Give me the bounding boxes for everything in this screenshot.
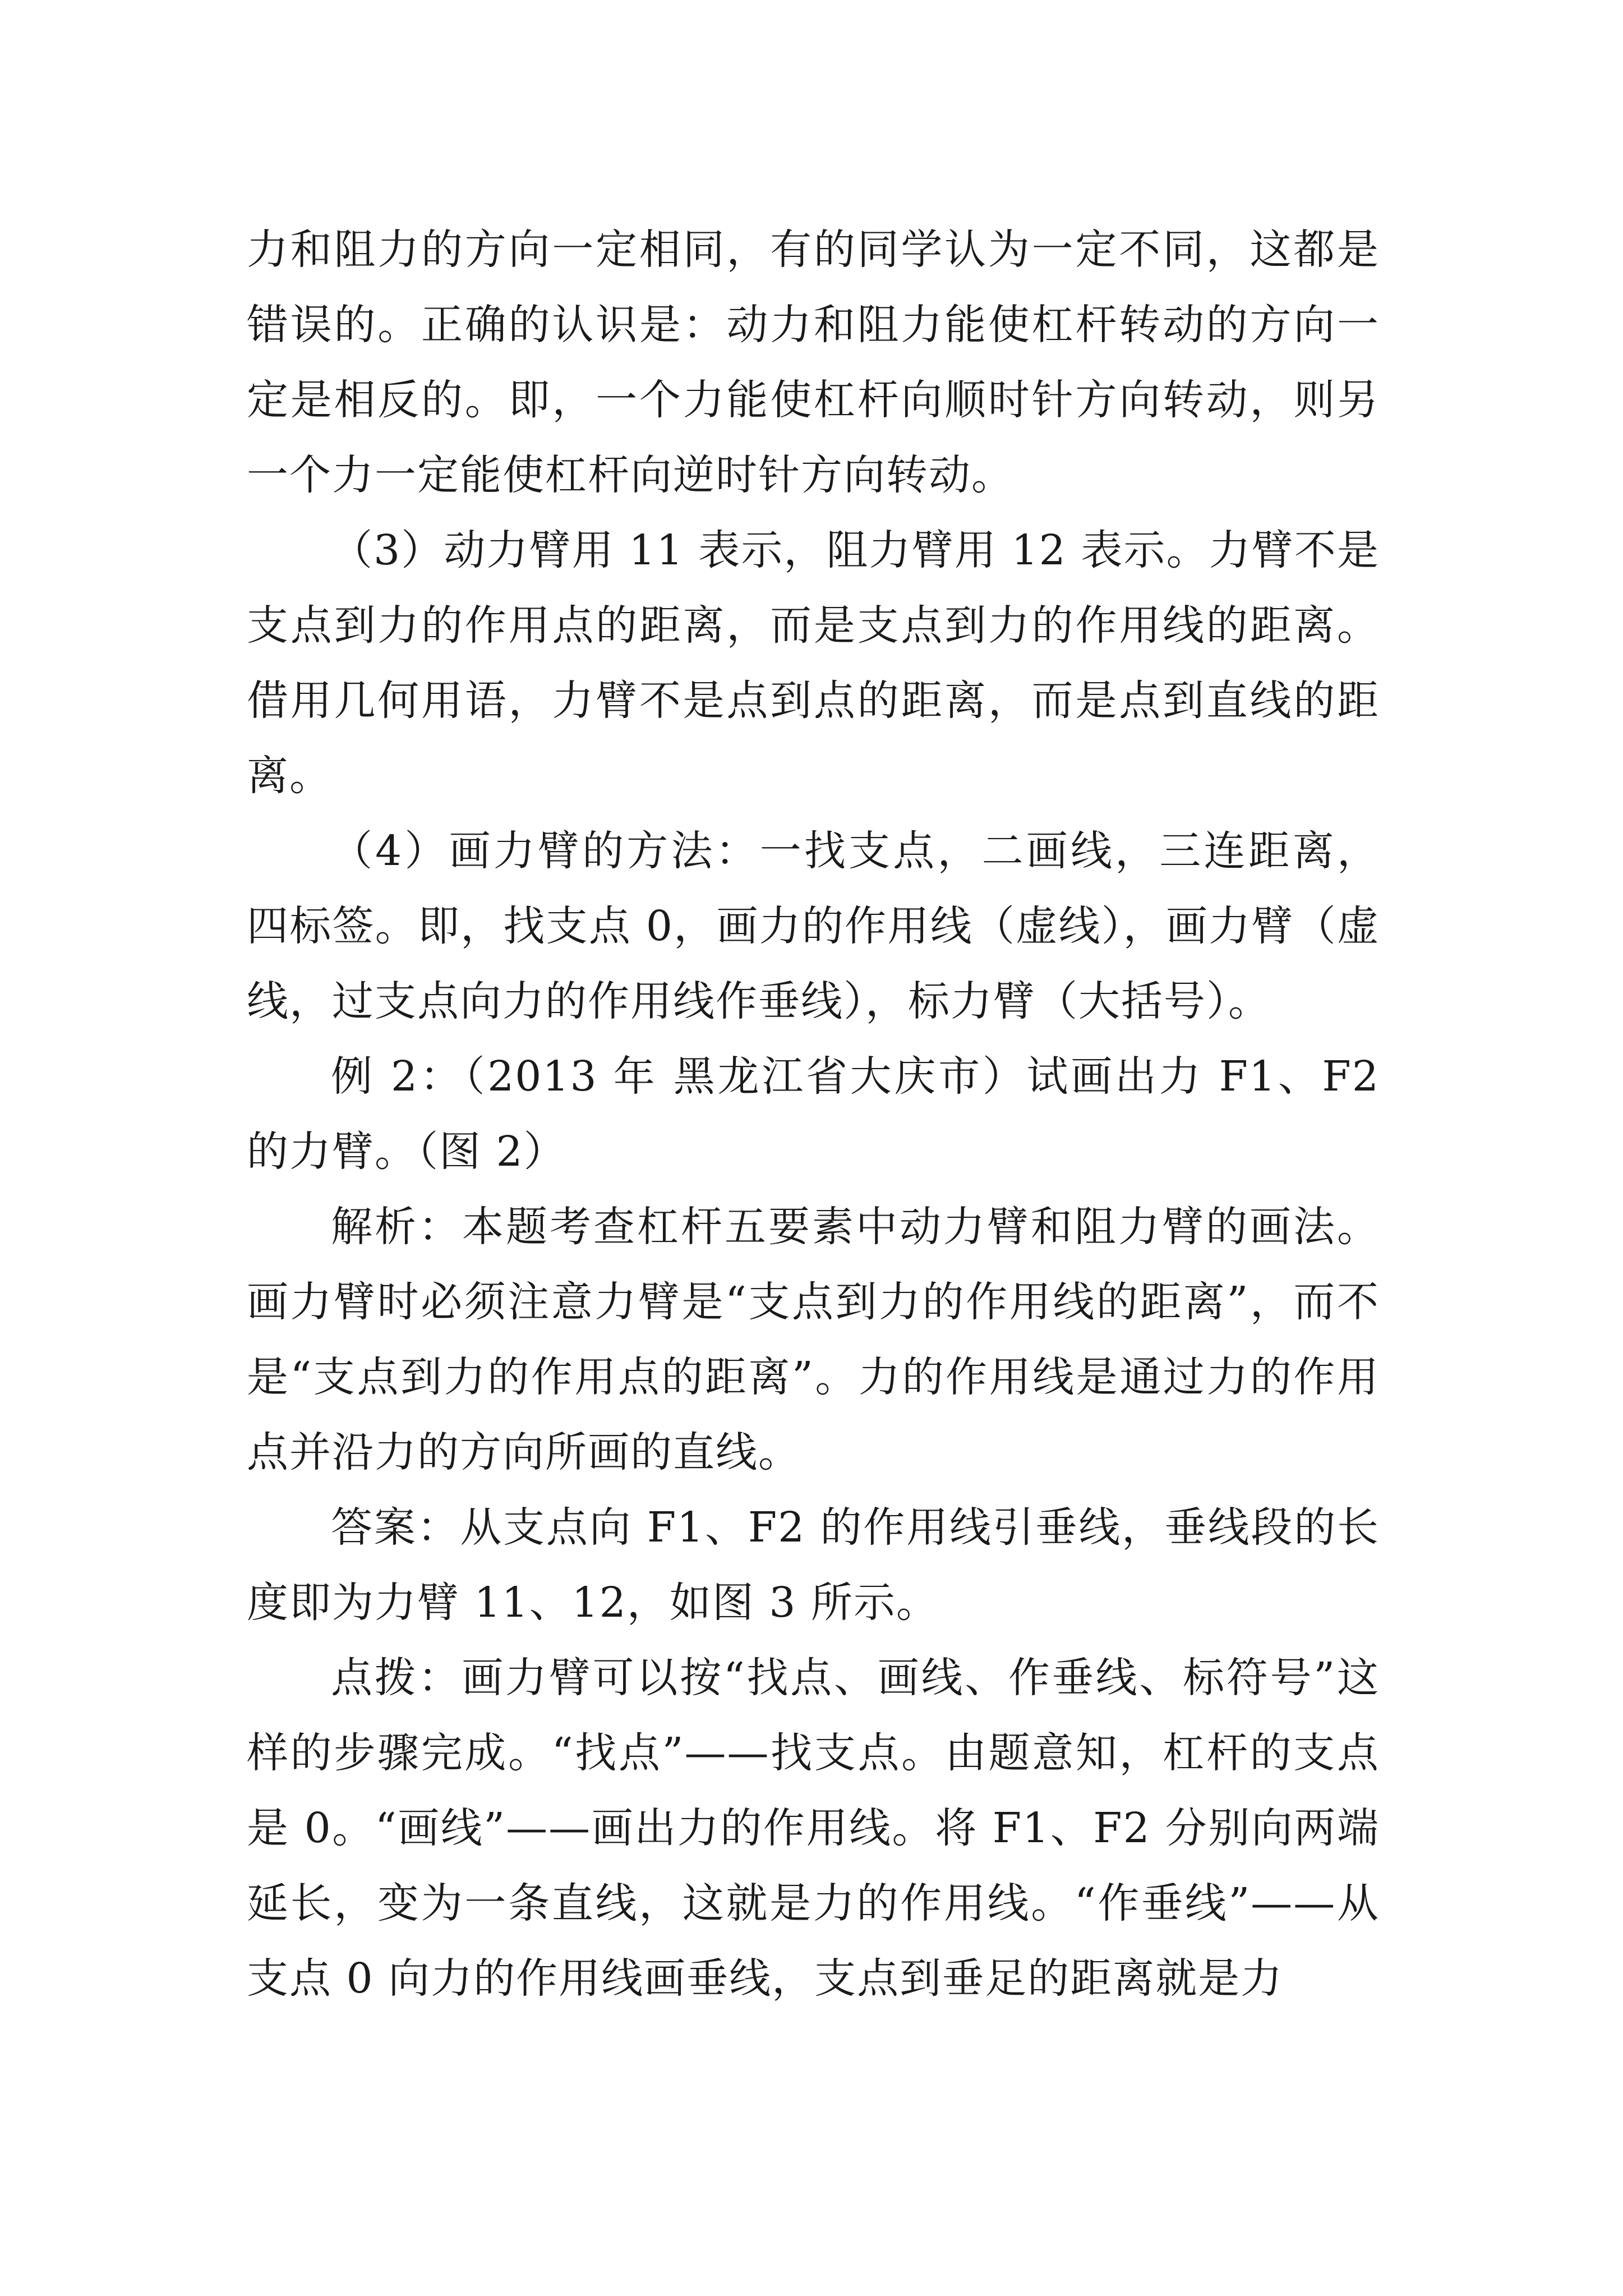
paragraph-answer: 答案：从支点向 F1、F2 的作用线引垂线，垂线段的长度即为力臂 11、12，如图 3 所示。 xyxy=(247,1503,1380,1627)
paragraph-example-2: 例 2：（2013 年 黑龙江省大庆市）试画出力 F1、F2 的力臂。（图 2） xyxy=(247,1052,1380,1176)
paragraph-lever-arm-definition: （3）动力臂用 11 表示，阻力臂用 12 表示。力臂不是支点到力的作用点的距离，而是支点到力的作用线的距离。借用几何用语，力臂不是点到点的距离，而是点到直线的距离。 xyxy=(247,526,1380,800)
paragraph-tips: 点拨：画力臂可以按“找点、画线、作垂线、标符号”这样的步骤完成。“找点”——找支点。由题意知，杠杆的支点是 0。“画线”——画出力的作用线。将 F1、F2 分别向两端延长，变为一条直线，这就是力的作用线。“作垂线”——从支点 0 向力的作用线画垂线，支点到垂足的距离就是力 xyxy=(247,1654,1380,2003)
body-text xyxy=(247,212,1380,2016)
paragraph-analysis: 解析：本题考查杠杆五要素中动力臂和阻力臂的画法。画力臂时必须注意力臂是“支点到力的作用线的距离”，而不是“支点到力的作用点的距离”。力的作用线是通过力的作用点并沿力的方向所画的直线。 xyxy=(247,1203,1380,1476)
paragraph-drawing-method: （4）画力臂的方法：一找支点，二画线，三连距离，四标签。即，找支点 0，画力的作用线（虚线），画力臂（虚线，过支点向力的作用线作垂线），标力臂（大括号）。 xyxy=(247,827,1380,1025)
paragraph-continued: 力和阻力的方向一定相同，有的同学认为一定不同，这都是错误的。正确的认识是：动力和阻力能使杠杆转动的方向一定是相反的。即，一个力能使杠杆向顺时针方向转动，则另一个力一定能使杠杆向逆时针方向转动。 xyxy=(247,226,1380,499)
